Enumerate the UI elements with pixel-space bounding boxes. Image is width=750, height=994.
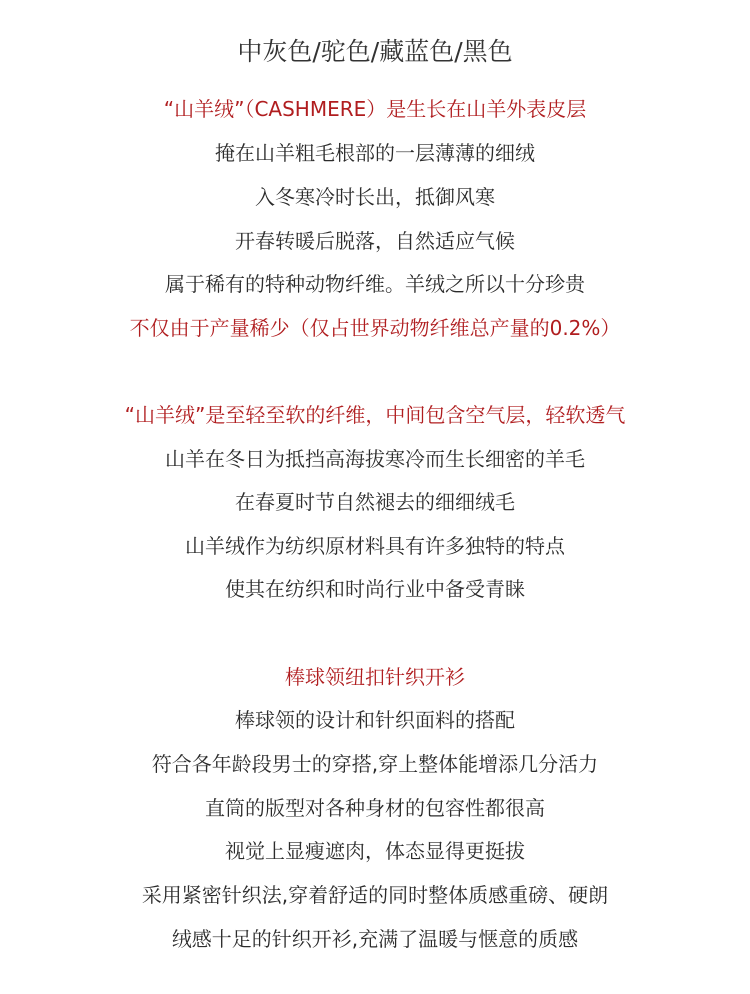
- section-line: 直筒的版型对各种身材的包容性都很高: [205, 796, 545, 820]
- section-line: 属于稀有的特种动物纤维。羊绒之所以十分珍贵: [165, 272, 585, 296]
- section-line: 符合各年龄段男士的穿搭,穿上整体能增添几分活力: [151, 752, 599, 776]
- section-line: 视觉上显瘦遮肉，体态显得更挺拔: [225, 839, 525, 863]
- section-heading: “山羊绒”（CASHMERE）是生长在山羊外表皮层: [163, 97, 587, 121]
- section-line: 掩在山羊粗毛根部的一层薄薄的细绒: [215, 141, 535, 165]
- section-line: 使其在纺织和时尚行业中备受青睐: [225, 577, 525, 601]
- section-footer: 不仅由于产量稀少（仅占世界动物纤维总产量的0.2%）: [129, 316, 621, 340]
- section-line: 采用紧密针织法,穿着舒适的同时整体质感重磅、硬朗: [141, 883, 609, 907]
- section-line: 山羊绒作为纺织原材料具有许多独特的特点: [185, 534, 565, 558]
- section-line: 棒球领的设计和针织面料的搭配: [235, 708, 515, 732]
- section-heading: 棒球领纽扣针织开衫: [285, 665, 465, 689]
- section-line: 在春夏时节自然褪去的细细绒毛: [235, 490, 515, 514]
- color-options-title: 中灰色/驼色/藏蓝色/黑色: [237, 37, 513, 66]
- section-line: 绒感十足的针织开衫,充满了温暖与惬意的质感: [171, 927, 579, 951]
- section-line: 开春转暖后脱落，自然适应气候: [235, 229, 515, 253]
- section-line: 入冬寒冷时长出，抵御风寒: [255, 185, 495, 209]
- section-line: 山羊在冬日为抵挡高海拔寒冷而生长细密的羊毛: [165, 447, 585, 471]
- section-heading: “山羊绒”是至轻至软的纤维，中间包含空气层，轻软透气: [124, 403, 626, 427]
